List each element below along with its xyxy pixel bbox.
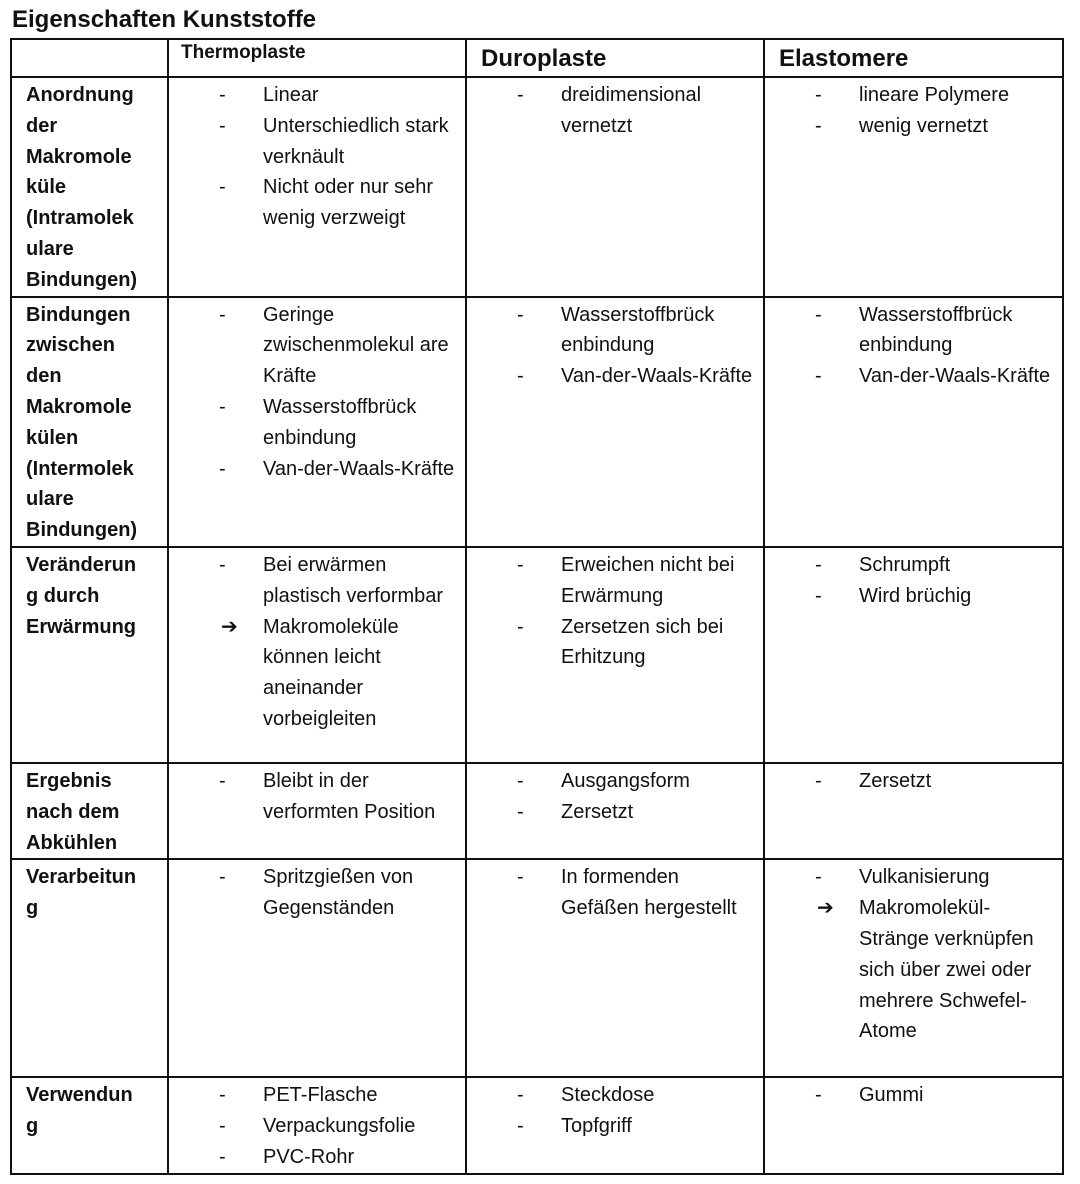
- list-item: [169, 612, 461, 735]
- item-text: Zersetzen sich bei Erhitzung: [561, 615, 724, 669]
- dash-bullet: -: [517, 553, 524, 576]
- header-empty: [11, 39, 168, 77]
- dash-bullet: -: [219, 866, 226, 889]
- item-text: wenig vernetzt: [859, 114, 988, 137]
- cell-elastomere: [764, 297, 1063, 547]
- list-item: [169, 392, 461, 454]
- item-text: Wasserstoffbrück enbindung: [859, 303, 1013, 357]
- item-text: PVC-Rohr: [263, 1145, 355, 1168]
- item-text: Erweichen nicht bei Erwärmung: [561, 553, 735, 607]
- bullet-list: [169, 766, 461, 828]
- item-text: In formenden Gefäßen hergestellt: [561, 866, 737, 920]
- list-item: [765, 893, 1058, 1047]
- list-item: [169, 80, 461, 111]
- document-title: Eigenschaften Kunststoffe: [12, 6, 317, 33]
- item-text: lineare Polymere: [859, 84, 1010, 106]
- bullet-list: [467, 862, 759, 924]
- cell-thermoplaste: [168, 763, 466, 859]
- bullet-list: [467, 766, 759, 828]
- bullet-list: [169, 1080, 461, 1172]
- bullet-list: [765, 862, 1058, 1047]
- list-item: [467, 550, 759, 612]
- list-item: [169, 1142, 461, 1173]
- bullet-list: [169, 80, 461, 234]
- dash-bullet: -: [219, 457, 226, 480]
- table-row: [11, 297, 1063, 547]
- bullet-list: [765, 766, 1058, 797]
- item-text: Makromolekül-Stränge verknüpfen sich über zwei oder mehrere Schwefel-Atome: [859, 897, 1034, 1043]
- item-text: Van-der-Waals-Kräfte: [859, 365, 1051, 388]
- list-item: [765, 361, 1058, 392]
- bullet-list: [765, 550, 1058, 612]
- bullet-list: [169, 862, 461, 924]
- list-item: [765, 1080, 1058, 1111]
- list-item: [467, 1111, 759, 1142]
- cell-duroplaste: [466, 763, 764, 859]
- item-text: Nicht oder nur sehr wenig verzweigt: [263, 176, 434, 230]
- item-text: Topfgriff: [561, 1115, 632, 1138]
- cell-elastomere: [764, 1077, 1063, 1173]
- item-text: Zersetzt: [561, 800, 634, 823]
- properties-table: [10, 38, 1064, 1175]
- item-text: Bleibt in der verformten Position: [263, 769, 436, 823]
- item-text: Unterschiedlich stark verknäult: [263, 114, 449, 168]
- list-item: [467, 80, 759, 142]
- list-item: [467, 1080, 759, 1111]
- item-text: Spritzgießen von Gegenständen: [263, 866, 414, 920]
- header-thermoplaste: Thermoplaste: [168, 39, 466, 77]
- dash-bullet: -: [517, 615, 524, 638]
- dash-bullet: -: [815, 84, 822, 106]
- cell-elastomere: [764, 859, 1063, 1077]
- list-item: [765, 766, 1058, 797]
- item-text: Van-der-Waals-Kräfte: [561, 365, 753, 388]
- item-text: Schrumpft: [859, 553, 951, 576]
- list-item: [169, 550, 461, 612]
- dash-bullet: -: [219, 1115, 226, 1138]
- list-item: [467, 797, 759, 828]
- dash-bullet: -: [517, 1084, 524, 1107]
- header-elastomere: Elastomere: [764, 39, 1063, 77]
- list-item: [765, 862, 1058, 893]
- row-label: Anordnung der Makromole küle (Intramolek ulare Bindungen): [11, 77, 168, 297]
- list-item: [765, 111, 1058, 142]
- cell-thermoplaste: [168, 77, 466, 297]
- dash-bullet: -: [517, 84, 524, 106]
- list-item: [169, 454, 461, 485]
- table-row: [11, 1077, 1063, 1173]
- cell-thermoplaste: [168, 297, 466, 547]
- cell-thermoplaste: [168, 547, 466, 763]
- cell-duroplaste: [466, 859, 764, 1077]
- item-text: Ausgangsform: [561, 769, 690, 792]
- list-item: [169, 111, 461, 173]
- list-item: [169, 1111, 461, 1142]
- dash-bullet: -: [219, 769, 226, 792]
- list-item: [169, 1080, 461, 1111]
- bullet-list: [467, 1080, 759, 1142]
- table-row: [11, 547, 1063, 763]
- list-item: [169, 172, 461, 234]
- cell-elastomere: [764, 77, 1063, 297]
- item-text: Gummi: [859, 1084, 924, 1107]
- list-item: [169, 862, 461, 924]
- header-duroplaste: Duroplaste: [466, 39, 764, 77]
- item-text: Bei erwärmen plastisch verformbar: [263, 553, 444, 607]
- item-text: Van-der-Waals-Kräfte: [263, 457, 455, 480]
- dash-bullet: -: [815, 553, 822, 576]
- list-item: [765, 581, 1058, 612]
- list-item: [467, 300, 759, 362]
- item-text: Verpackungsfolie: [263, 1115, 416, 1138]
- dash-bullet: -: [815, 584, 822, 607]
- cell-thermoplaste: [168, 1077, 466, 1173]
- table-row: [11, 77, 1063, 297]
- list-item: [467, 361, 759, 392]
- item-text: Steckdose: [561, 1084, 655, 1107]
- list-item: [467, 612, 759, 674]
- item-text: Wasserstoffbrück enbindung: [561, 303, 715, 357]
- bullet-list: [467, 550, 759, 673]
- dash-bullet: -: [517, 1115, 524, 1138]
- dash-bullet: -: [517, 800, 524, 823]
- dash-bullet: -: [815, 114, 822, 137]
- item-text: Makromoleküle können leicht aneinander vorbeigleiten: [263, 615, 399, 730]
- item-text: Zersetzt: [859, 769, 932, 792]
- bullet-list: [169, 300, 461, 485]
- cell-elastomere: [764, 547, 1063, 763]
- row-label: Ergebnis nach dem Abkühlen: [11, 763, 168, 859]
- item-text: PET-Flasche: [263, 1084, 378, 1107]
- table-body: [11, 77, 1063, 1174]
- header-row: [11, 39, 1063, 77]
- bullet-list: [765, 80, 1058, 142]
- list-item: [765, 300, 1058, 362]
- list-item: [765, 550, 1058, 581]
- dash-bullet: -: [219, 395, 226, 418]
- bullet-list: [467, 80, 759, 142]
- item-text: dreidimensional vernetzt: [561, 84, 702, 137]
- item-text: Wird brüchig: [859, 584, 972, 607]
- item-text: Vulkanisierung: [859, 866, 990, 889]
- bullet-list: [169, 550, 461, 735]
- cell-duroplaste: [466, 297, 764, 547]
- dash-bullet: -: [815, 866, 822, 889]
- dash-bullet: -: [219, 553, 226, 576]
- dash-bullet: -: [815, 365, 822, 388]
- row-label: Veränderun g durch Erwärmung: [11, 547, 168, 763]
- bullet-list: [765, 1080, 1058, 1111]
- dash-bullet: -: [815, 769, 822, 792]
- dash-bullet: -: [815, 1084, 822, 1107]
- dash-bullet: -: [219, 1084, 226, 1107]
- cell-duroplaste: [466, 77, 764, 297]
- dash-bullet: -: [815, 303, 822, 326]
- dash-bullet: -: [219, 114, 226, 137]
- cell-duroplaste: [466, 1077, 764, 1173]
- list-item: [765, 80, 1058, 111]
- dash-bullet: -: [517, 866, 524, 889]
- table-row: [11, 763, 1063, 859]
- cell-elastomere: [764, 763, 1063, 859]
- bullet-list: [765, 300, 1058, 392]
- list-item: [169, 300, 461, 392]
- row-label: Verarbeitun g: [11, 859, 168, 1077]
- list-item: [467, 766, 759, 797]
- dash-bullet: -: [517, 365, 524, 388]
- dash-bullet: -: [219, 176, 226, 199]
- bullet-list: [467, 300, 759, 392]
- dash-bullet: -: [219, 303, 226, 326]
- list-item: [169, 766, 461, 828]
- item-text: Linear: [263, 84, 319, 106]
- list-item: [467, 862, 759, 924]
- row-label: Verwendun g: [11, 1077, 168, 1173]
- cell-thermoplaste: [168, 859, 466, 1077]
- dash-bullet: -: [219, 84, 226, 106]
- row-label: Bindungen zwischen den Makromole külen (Intermolek ulare Bindungen): [11, 297, 168, 547]
- item-text: Wasserstoffbrück enbindung: [263, 395, 417, 449]
- arrow-right-icon: ➔: [817, 897, 834, 920]
- item-text: Geringe zwischenmolekul are Kräfte: [263, 303, 449, 388]
- dash-bullet: -: [219, 1145, 226, 1168]
- table-row: [11, 859, 1063, 1077]
- cell-duroplaste: [466, 547, 764, 763]
- dash-bullet: -: [517, 303, 524, 326]
- dash-bullet: -: [517, 769, 524, 792]
- arrow-right-icon: ➔: [221, 615, 238, 638]
